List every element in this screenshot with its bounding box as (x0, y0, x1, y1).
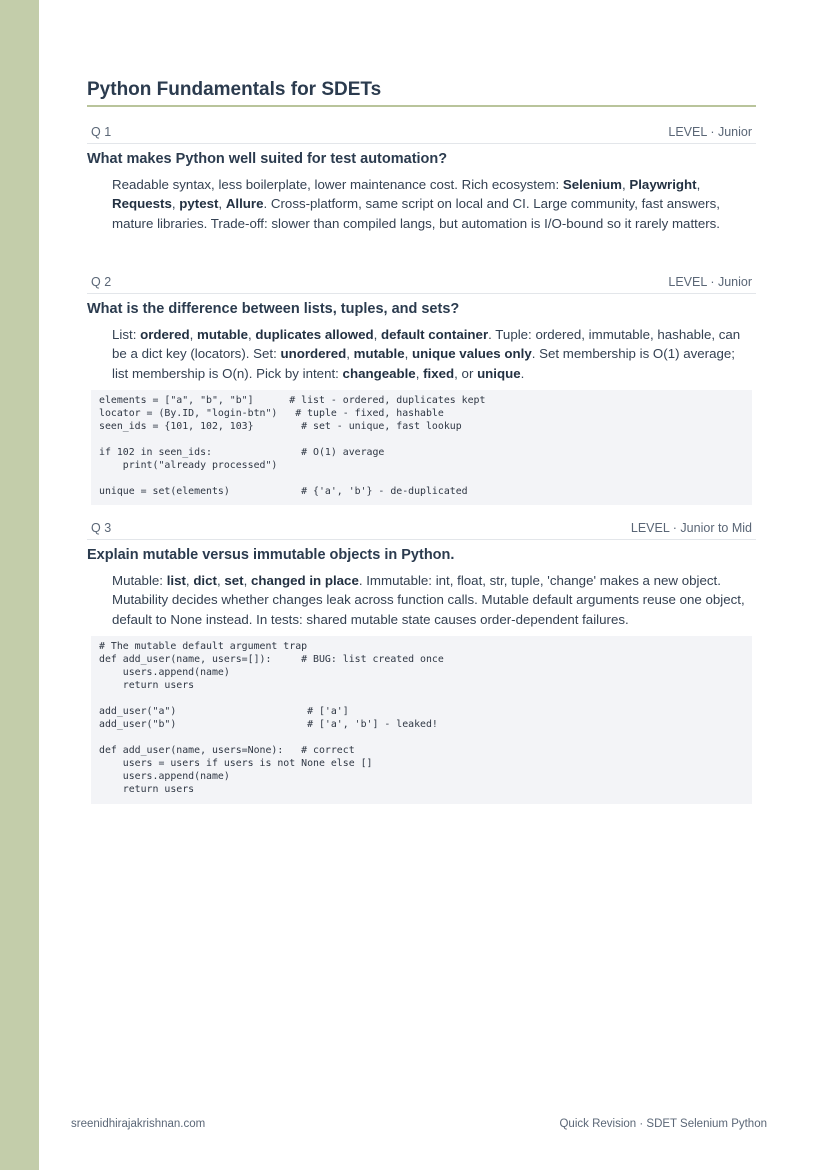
question-number: Q 2 (91, 275, 112, 289)
answer-segment: , (404, 346, 413, 362)
answer-segment: , (415, 365, 424, 381)
page-title: Python Fundamentals for SDETs (87, 79, 756, 107)
answer-keyword: ordered (140, 327, 190, 342)
answer-keyword: changeable (342, 365, 416, 381)
answer-segment: . Immutable: int, float, str, tuple, 'change' makes a new object. Mutability decides whether changes leak across function calls. Mutable default arguments reuse one object, default to None instead. In tests: shared mutable state causes order-dependent failures. (112, 573, 745, 627)
answer-segment: , (373, 327, 381, 342)
answer-keyword: list (166, 573, 186, 588)
answer-keyword: Playwright (629, 177, 697, 192)
answer-segment: , (185, 573, 194, 588)
question-header (87, 273, 756, 294)
question-text: What is the difference between lists, tuples, and sets? (87, 301, 460, 317)
answer-segment: , (243, 573, 251, 588)
answer-segment: , or (454, 365, 478, 381)
answer-keyword: set (224, 573, 244, 588)
answer-text (112, 175, 752, 233)
answer-segment: . Tuple: ordered, immutable, hashable, can be a dict key (locators). Set: (112, 327, 741, 362)
answer-segment: , (216, 573, 225, 588)
answer-segment: Readable syntax, less boilerplate, lower maintenance cost. Rich ecosystem: (112, 177, 563, 192)
question-number: Q 1 (91, 125, 112, 139)
answer-keyword: dict (193, 573, 217, 588)
answer-keyword: fixed (423, 365, 455, 381)
answer-keyword: unordered (280, 346, 347, 362)
question-number: Q 3 (91, 521, 112, 535)
code-block: # The mutable default argument trap def add_user(name, users=[]): # BUG: list created once users.append(name) return users add_user("a") # ['a'] add_user("b") # ['a', 'b'] - leaked! def add_user(name, users=None): # correct users = users if users is not None else [] users.append(name) return users (91, 636, 752, 804)
question-text: Explain mutable versus immutable objects in Python. (87, 547, 455, 563)
answer-keyword: mutable (197, 327, 248, 342)
code-block: elements = ["a", "b", "b"] # list - ordered, duplicates kept locator = (By.ID, "login-btn") # tuple - fixed, hashable seen_ids = {101, 102, 103} # set - unique, fast lookup if 102 in seen_ids: # O(1) average print("already processed") unique = set(elements) # {'a', 'b'} - de-duplicated (91, 390, 752, 505)
answer-text (112, 325, 752, 383)
answer-segment: , (247, 327, 256, 342)
answer-text (112, 571, 752, 629)
footer-series-title: Quick Revision · SDET Selenium Python (559, 1118, 767, 1130)
answer-segment: , (189, 327, 197, 342)
answer-keyword: default container (381, 327, 489, 342)
answer-segment: List: (112, 327, 141, 342)
question-level: LEVEL · Junior (668, 125, 752, 139)
question-header (87, 123, 756, 144)
question-level: LEVEL · Junior (668, 275, 752, 289)
answer-segment: . Cross-platform, same script on local and CI. Large community, fast answers, mature libraries. Trade-off: slower than compiled langs, but automation is I/O-bound so it rarely matters. (112, 196, 720, 231)
answer-keyword: duplicates allowed (255, 327, 374, 342)
sidebar-accent-bar (0, 0, 39, 1170)
answer-keyword: unique values only (412, 346, 532, 362)
question-text: What makes Python well suited for test automation? (87, 151, 448, 167)
answer-keyword: changed in place (250, 573, 359, 588)
answer-keyword: Requests (112, 196, 172, 212)
answer-keyword: pytest (179, 196, 219, 212)
answer-segment: , (218, 196, 226, 212)
question-level: LEVEL · Junior to Mid (630, 521, 752, 535)
answer-segment: Mutable: (112, 573, 167, 588)
answer-segment: , (346, 346, 354, 362)
answer-keyword: Selenium (562, 177, 622, 192)
answer-segment: . Set membership is O(1) average; list membership is O(n). Pick by intent: (112, 346, 735, 381)
answer-segment: , (621, 177, 630, 192)
answer-keyword: mutable (353, 346, 405, 362)
question-header (87, 519, 756, 540)
answer-keyword: Allure (225, 196, 264, 212)
answer-segment: , (696, 177, 701, 192)
footer-website: sreenidhirajakrishnan.com (71, 1118, 206, 1130)
answer-keyword: unique (477, 365, 521, 381)
answer-segment: , (171, 196, 180, 212)
answer-segment: . (520, 365, 525, 381)
